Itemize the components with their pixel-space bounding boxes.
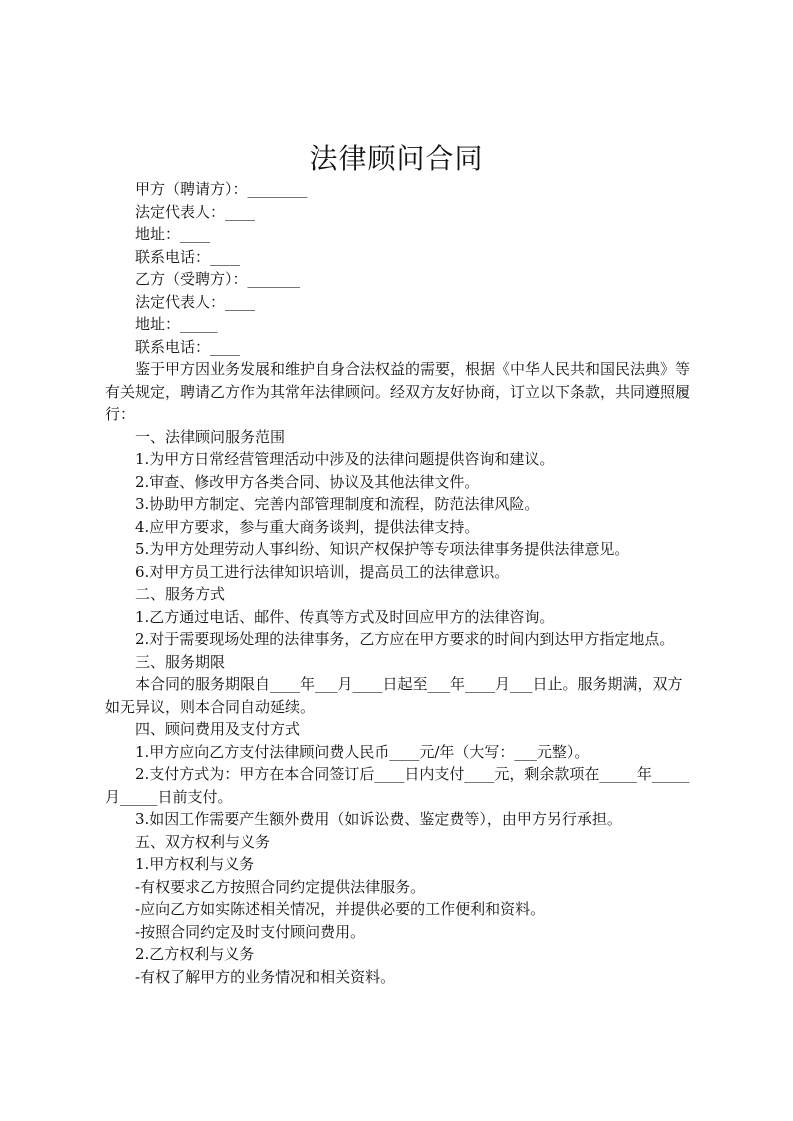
party-a-name-line: 甲方（聘请方）：________ — [135, 180, 308, 198]
subsection-heading: 1.甲方权利与义务 — [135, 855, 255, 873]
clause-item: 3.协助甲方制定、完善内部管理制度和流程，防范法律风险。 — [135, 495, 540, 513]
clause-item: -有权了解甲方的业务情况和相关资料。 — [135, 967, 396, 986]
party-a-address-line: 地址：____ — [135, 225, 211, 243]
clause-item: 1.乙方通过电话、邮件、传真等方式及时回应甲方的法律咨询。 — [135, 607, 555, 626]
section-heading: 二、服务方式 — [135, 585, 226, 603]
clause-item: 1.甲方应向乙方支付法律顾问费人民币____元/年（大写：___元整）。 — [135, 742, 590, 761]
section-heading: 一、法律顾问服务范围 — [135, 427, 286, 446]
party-a-phone-line: 联系电话：____ — [135, 247, 241, 266]
clause-item: 6.对甲方员工进行法律知识培训，提高员工的法律意识。 — [135, 562, 510, 581]
clause-item: 2.审查、修改甲方各类合同、协议及其他法律文件。 — [135, 472, 480, 491]
section-heading: 五、双方权利与义务 — [135, 832, 271, 851]
clause-item: 2.支付方式为：甲方在本合同签订后____日内支付____元，剩余款项在_____年_____月_____日前支付。 — [105, 765, 690, 806]
party-a-legal-rep-line: 法定代表人：____ — [135, 202, 256, 221]
section-heading: 四、顾问费用及支付方式 — [135, 720, 301, 738]
party-b-phone-line: 联系电话：____ — [135, 337, 241, 356]
subsection-heading: 2.乙方权利与义务 — [135, 945, 255, 963]
clause-item: -有权要求乙方按照合同约定提供法律服务。 — [135, 877, 426, 896]
clause-item: 2.对于需要现场处理的法律事务，乙方应在甲方要求的时间内到达甲方指定地点。 — [135, 630, 675, 648]
document-title: 法律顾问合同 — [309, 142, 484, 175]
clause-item: 1.为甲方日常经营管理活动中涉及的法律问题提供咨询和建议。 — [135, 450, 555, 468]
party-b-name-line: 乙方（受聘方）：_______ — [135, 270, 301, 288]
clause-item: -按照合同约定及时支付顾问费用。 — [135, 922, 366, 941]
preamble-paragraph: 鉴于甲方因业务发展和维护自身合法权益的需要，根据《中华人民共和国民法典》等有关规定，聘请乙方作为其常年法律顾问。经双方友好协商，订立以下条款，共同遵照履行： — [105, 360, 691, 423]
section-heading: 三、服务期限 — [135, 652, 226, 671]
clause-item: 3.如因工作需要产生额外费用（如诉讼费、鉴定费等），由甲方另行承担。 — [135, 810, 622, 828]
document-body — [105, 178, 690, 988]
clause-item: 4.应甲方要求，参与重大商务谈判，提供法律支持。 — [135, 517, 480, 536]
clause-item: 5.为甲方处理劳动人事纠纷、知识产权保护等专项法律事务提供法律意见。 — [135, 540, 630, 558]
party-b-legal-rep-line: 法定代表人：____ — [135, 292, 256, 311]
clause-item: -应向乙方如实陈述相关情况，并提供必要的工作便利和资料。 — [135, 900, 546, 918]
clause-paragraph: 本合同的服务期限自____年___月____日起至___年____月___日止。服务期满，双方如无异议，则本合同自动延续。 — [105, 675, 683, 716]
party-b-address-line: 地址：_____ — [135, 315, 218, 333]
